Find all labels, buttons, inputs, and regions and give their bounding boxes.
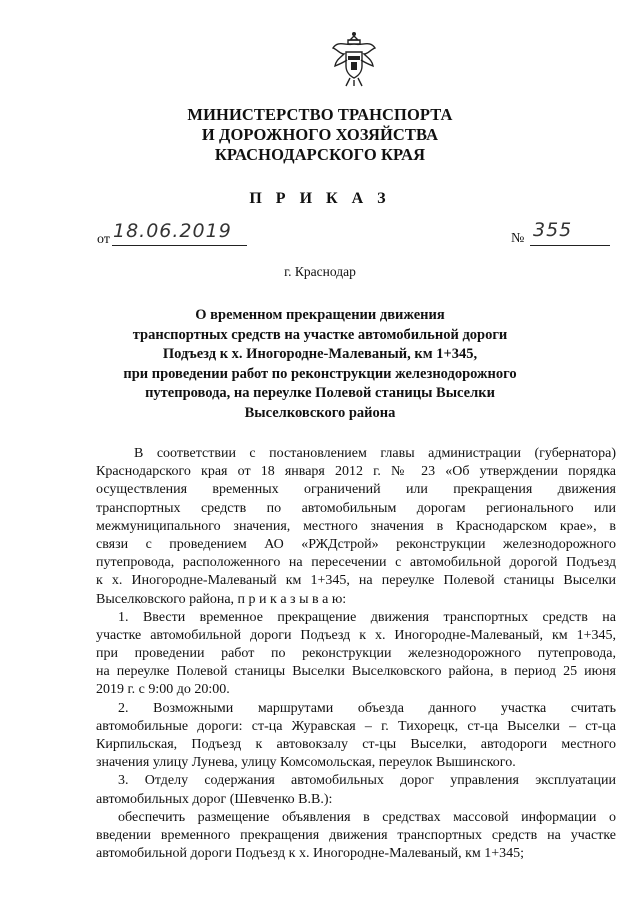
city: г. Краснодар bbox=[284, 264, 356, 279]
ministry-line: КРАСНОДАРСКОГО КРАЯ bbox=[214, 145, 426, 164]
subject-line: транспортных средств на участке автомобильной дороги bbox=[132, 326, 508, 343]
number-underline bbox=[530, 245, 610, 246]
handwritten-number: 355 bbox=[533, 219, 573, 241]
body-line: автомобильные дороги: ст-ца Журавская – г. Тихорецк, ст-ца Выселки – ст-ца bbox=[96, 718, 616, 734]
body-line: 1. Ввести временное прекращение движения транспортных средств на bbox=[118, 609, 616, 625]
coat-of-arms-icon bbox=[330, 30, 378, 88]
body-line: к х. Иногородне-Малеваный км 1+345, на переулке Полевой станицы Выселки bbox=[96, 573, 616, 589]
subject-line: Выселковского района bbox=[244, 404, 396, 421]
body-line: обеспечить размещение объявления в средствах массовой информации о bbox=[118, 809, 616, 825]
body-line: 2. Возможными маршрутами объезда данного участка считать bbox=[118, 700, 616, 716]
body-line: путепровода, расположенного на пересечении с автомобильной дорогой Подъезд bbox=[96, 555, 616, 571]
body-line: связи с проведением АО «РЖДстрой» реконструкции железнодорожного bbox=[96, 536, 616, 552]
order-subject bbox=[0, 306, 640, 424]
ministry-name bbox=[0, 105, 640, 165]
body-line: участке автомобильной дороги Подъезд к х. Иногородне-Малеваный, км 1+345, bbox=[96, 627, 616, 643]
body-line: значения улицу Лунева, улицу Комсомольская, переулок Вышинского. bbox=[96, 755, 516, 771]
subject-line: О временном прекращении движения bbox=[195, 307, 445, 323]
body-line: введении временного прекращения движения транспортных средств на участке bbox=[96, 827, 616, 843]
ministry-line: И ДОРОЖНОГО ХОЗЯЙСТВА bbox=[201, 125, 439, 144]
body-line: осуществления временных ограничений или прекращения движения bbox=[96, 482, 616, 498]
body-line: при проведении работ по реконструкции железнодорожного путепровода, bbox=[96, 646, 616, 662]
body-line: Выселковского района, п р и к а з ы в а ю: bbox=[96, 591, 347, 607]
body-line: 3. Отделу содержания автомобильных дорог управления эксплуатации bbox=[118, 773, 616, 789]
subject-line: Подъезд к х. Иногородне-Малеваный, км 1+345, bbox=[162, 346, 478, 363]
handwritten-date: 18.06.2019 bbox=[113, 220, 232, 242]
ministry-line: МИНИСТЕРСТВО ТРАНСПОРТА bbox=[187, 105, 453, 124]
body-line: Краснодарского края от 18 января 2012 г. № 23 «Об утверждении порядка bbox=[96, 464, 616, 480]
number-label: № bbox=[511, 231, 525, 246]
subject-line: при проведении работ по реконструкции железнодорожного bbox=[123, 365, 517, 382]
date-underline bbox=[112, 245, 247, 246]
order-title: П Р И К А З bbox=[249, 190, 391, 207]
date-label: от bbox=[97, 232, 110, 247]
body-line: на переулке Полевой станицы Выселки Выселковского района, в период 25 июня bbox=[96, 664, 616, 680]
body-line: транспортных средств по автомобильным дорогам регионального или bbox=[96, 500, 616, 516]
body-line: автомобильной дороги Подъезд к х. Иногородне-Малеваный, км 1+345; bbox=[96, 846, 525, 862]
body-line: Кирпильская, Подъезд к автовокзалу ст-цы Выселки, автодороги местного bbox=[96, 737, 616, 752]
body-line: автомобильных дорог (Шевченко В.В.): bbox=[96, 791, 333, 807]
body-line: 2019 г. с 9:00 до 20:00. bbox=[96, 682, 230, 698]
body-line: В соответствии с постановлением главы администрации (губернатора) bbox=[134, 446, 616, 461]
order-body bbox=[96, 445, 616, 863]
body-line: межмуниципального значения, местного значения в Краснодарском крае», в bbox=[96, 518, 616, 534]
subject-line: путепровода, на переулке Полевой станицы Выселки bbox=[145, 385, 495, 402]
